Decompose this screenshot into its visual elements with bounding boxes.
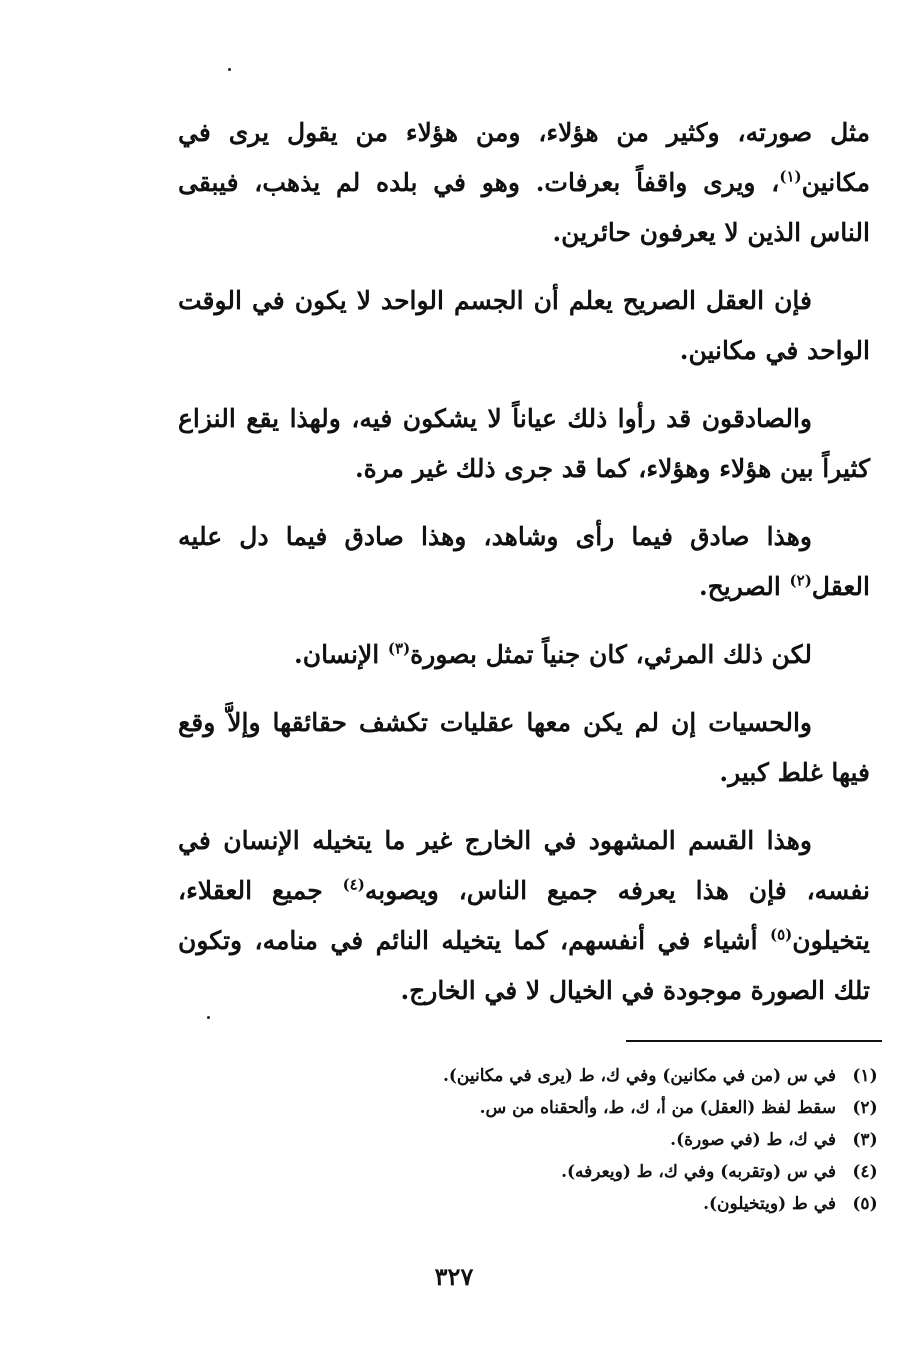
- footnote-number: (١): [852, 1066, 878, 1086]
- text-run: وهذا القسم المشهود في الخارج غير ما يتخيله الإنسان في نفسه، فإن هذا يعرفه جميع الناس، ويصوبه: [178, 826, 870, 905]
- footnote-text: في س (من في مكانين) وفي ك، ط (يرى في مكانين).: [442, 1066, 836, 1086]
- footnote-text: في ط (ويتخيلون).: [703, 1194, 836, 1214]
- text-run: ، ويرى واقفاً بعرفات. وهو في بلده لم يذهب، فيبقى الناس الذين لا يعرفون حائرين.: [178, 168, 870, 247]
- paragraph-3: [178, 394, 870, 494]
- footnote-marker: (٤): [342, 875, 365, 894]
- footnote-number: (٤): [852, 1162, 878, 1182]
- paragraph-7: [178, 816, 870, 1016]
- text-run: أشياء في أنفسهم، كما يتخيله النائم في منامه، وتكون تلك الصورة موجودة في الخيال لا في الخارج.: [178, 926, 870, 1005]
- text-run: والحسيات إن لم يكن معها عقليات تكشف حقائقها وإلاَّ وقع فيها غلط كبير.: [178, 708, 870, 787]
- text-run: الصريح.: [698, 572, 790, 601]
- footnote-marker: (٥): [769, 925, 793, 944]
- footnote-marker: (١): [779, 167, 802, 186]
- scan-speck: [228, 68, 231, 71]
- paragraph-1: [178, 108, 870, 258]
- paragraph-6: [178, 698, 870, 798]
- footnote-3: [180, 1124, 880, 1156]
- paragraph-5: [178, 630, 870, 680]
- footnote-text: في س (وتقربه) وفي ك، ط (ويعرفه).: [561, 1162, 836, 1182]
- footnote-number: (٥): [852, 1194, 878, 1214]
- paragraph-2: [178, 276, 870, 376]
- text-run: جميع العقلاء، يتخيلون: [178, 876, 870, 955]
- text-run: فإن العقل الصريح يعلم أن الجسم الواحد لا يكون في الوقت الواحد في مكانين.: [178, 286, 870, 365]
- text-run: وهذا صادق فيما رأى وشاهد، وهذا صادق فيما دل عليه العقل: [178, 522, 870, 601]
- footnote-separator: [626, 1040, 882, 1042]
- footnote-5: [180, 1188, 880, 1220]
- text-run: الإنسان.: [294, 640, 388, 669]
- main-text: [178, 108, 870, 1034]
- page-number: ٣٢٧: [434, 1262, 474, 1291]
- footnote-4: [180, 1156, 880, 1188]
- text-run: والصادقون قد رأوا ذلك عياناً لا يشكون فيه، ولهذا يقع النزاع كثيراً بين هؤلاء وهؤلاء، كما قد جرى ذلك غير مرة.: [178, 404, 870, 483]
- paragraph-4: [178, 512, 870, 612]
- footnote-marker: (٣): [387, 639, 411, 658]
- text-run: مثل صورته، وكثير من هؤلاء، ومن هؤلاء من يقول يرى في مكانين: [178, 118, 870, 197]
- footnote-2: [180, 1092, 880, 1124]
- footnote-marker: (٢): [789, 571, 812, 590]
- footnotes: [180, 1060, 880, 1220]
- footnote-number: (٢): [852, 1098, 878, 1118]
- footnote-number: (٣): [852, 1130, 878, 1150]
- text-run: لكن ذلك المرئي، كان جنياً تمثل بصورة: [410, 640, 812, 669]
- footnote-1: [180, 1060, 880, 1092]
- footnote-text: سقط لفظ (العقل) من أ، ك، ط، وألحقناه من س.: [479, 1098, 836, 1118]
- footnote-text: في ك، ط (في صورة).: [670, 1130, 836, 1150]
